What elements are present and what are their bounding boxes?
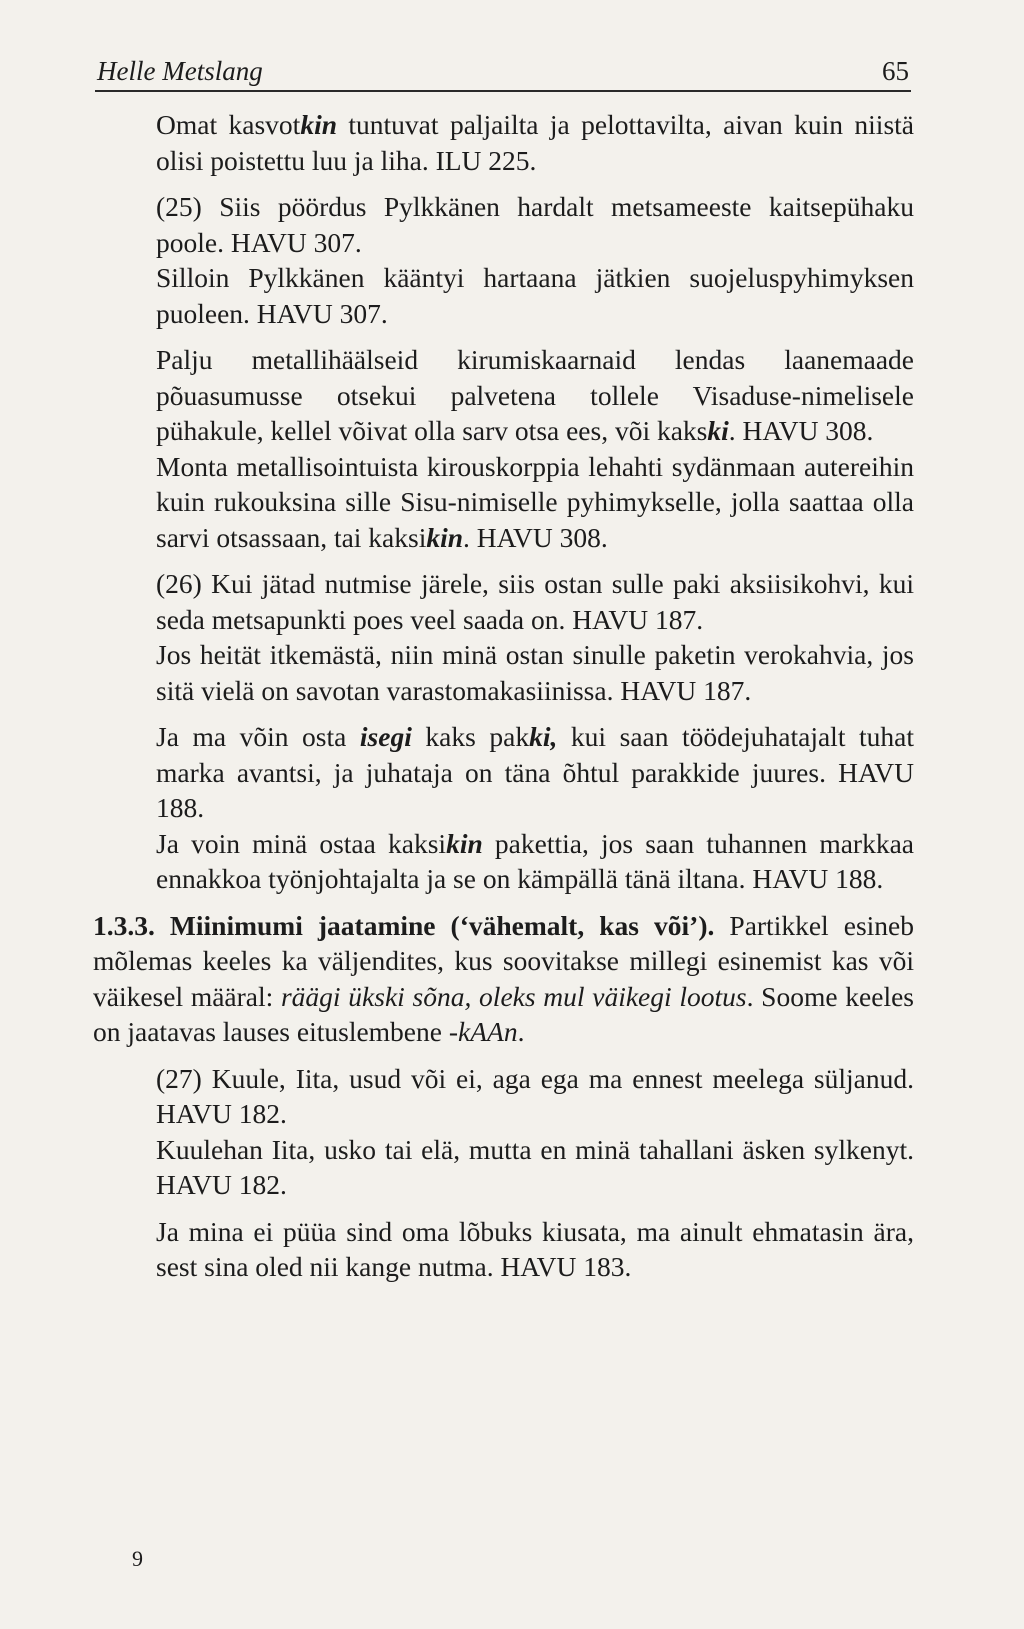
text-block-ex25 xyxy=(156,189,914,331)
text-run: . xyxy=(517,1016,525,1047)
emphasis: kin xyxy=(446,827,483,859)
text-run: (26) Kui jätad nutmise järele, siis ostan sulle paki aksiisikohvi, kui seda metsapunkti poes veel saada on. HAVU 187. xyxy=(156,568,914,635)
emphasis: räägi ükski sõna, oleks mul väikegi lootus xyxy=(280,980,747,1012)
main-text xyxy=(93,107,915,1296)
sentence xyxy=(156,719,914,826)
text-block-ex25b xyxy=(156,342,914,555)
sentence xyxy=(156,1061,914,1132)
section-heading: 1.3.3. Miinimumi jaatamine (‘vähemalt, kas või’). xyxy=(93,909,715,941)
sentence xyxy=(156,1132,914,1203)
emphasis: kin xyxy=(426,521,464,553)
text-run: Silloin Pylkkänen kääntyi hartaana jätkien suojeluspyhimyksen puoleen. HAVU 307. xyxy=(156,262,914,329)
text-block-ex24fi xyxy=(156,107,914,178)
page-number: 65 xyxy=(882,56,909,86)
text-run: Ja voin minä ostaa kaksi xyxy=(156,827,447,859)
text-run: Jos heität itkemästä, niin minä ostan sinulle paketin verokahvia, jos sitä vielä on savotan varastomakasiinissa. HAVU 187. xyxy=(156,639,914,706)
text-run: pakettia, jos saan tuhannen markkaa ennakkoa työnjohtajalta ja se on kämpällä tänä iltana. HAVU 188. xyxy=(156,827,914,894)
text-run: tuntuvat paljailta ja pelottavilta, aivan kuin niistä olisi poistettu luu ja liha. ILU 225. xyxy=(156,109,914,176)
text-block-ex27b xyxy=(156,1214,914,1285)
running-header-author: Helle Metslang xyxy=(97,56,263,86)
sentence xyxy=(156,637,914,708)
emphasis: -kAAn xyxy=(448,1016,518,1047)
text-run: Palju metallihäälseid kirumiskaarnaid lendas laanemaade põuasumusse otsekui palvetena tollele Visaduse-nimelisele pühakule, kellel võivat olla sarv otsa ees, või kaks xyxy=(156,344,914,446)
emphasis: ki xyxy=(707,415,729,446)
text-run: Partikkel esineb mõlemas keeles ka väljendites, kus soovitakse millegi esinemist kas või väikesel määral: xyxy=(93,909,914,1012)
text-block-ex26b xyxy=(156,719,914,897)
text-run: . Soome keeles on jaatavas lauses eituslembene xyxy=(93,980,915,1047)
text-run: Omat kasvot xyxy=(156,109,301,140)
text-run: (25) Siis pöördus Pylkkänen hardalt metsameeste kaitsepühaku poole. HAVU 307. xyxy=(156,191,914,258)
text-run: . HAVU 308. xyxy=(463,521,608,553)
sentence xyxy=(156,826,914,897)
sentence xyxy=(156,449,914,556)
sentence xyxy=(93,908,914,1050)
sentence xyxy=(156,189,914,260)
text-block-ex26 xyxy=(156,566,914,708)
sentence xyxy=(156,566,914,637)
text-run: kui saan töödejuhatajalt tuhat marka avantsi, ja juhataja on täna õhtul parakkide juures. HAVU 188. xyxy=(156,721,914,823)
text-run: kaks pak xyxy=(411,721,530,752)
text-run: Kuulehan Iita, usko tai elä, mutta en minä tahallani äsken sylkenyt. HAVU 182. xyxy=(156,1133,914,1200)
sentence xyxy=(156,1214,914,1285)
sentence xyxy=(156,260,914,331)
emphasis: kin xyxy=(300,109,337,140)
text-run: Monta metallisointuista kirouskorppia lehahti sydänmaan autereihin kuin rukouksina sille Sisu-nimiselle pyhimykselle, jolla saattaa olla sarvi otsassaan, tai kaksi xyxy=(156,450,914,553)
signature-mark: 9 xyxy=(132,1546,143,1571)
sentence xyxy=(156,107,914,178)
emphasis: ki, xyxy=(529,721,558,752)
sentence xyxy=(156,342,914,449)
text-run: Ja mina ei püüa sind oma lõbuks kiusata, ma ainult ehmatasin ära, sest sina oled nii kange nutma. HAVU 183. xyxy=(156,1215,914,1282)
text-block-sec133 xyxy=(93,908,914,1050)
text-block-ex27 xyxy=(156,1061,914,1203)
text-run: . HAVU 308. xyxy=(728,415,874,446)
emphasis: isegi xyxy=(359,721,412,752)
running-header xyxy=(95,52,911,92)
text-run: Ja ma võin osta xyxy=(156,721,360,752)
text-run: (27) Kuule, Iita, usud või ei, aga ega ma ennest meelega süljanud. HAVU 182. xyxy=(156,1062,914,1129)
